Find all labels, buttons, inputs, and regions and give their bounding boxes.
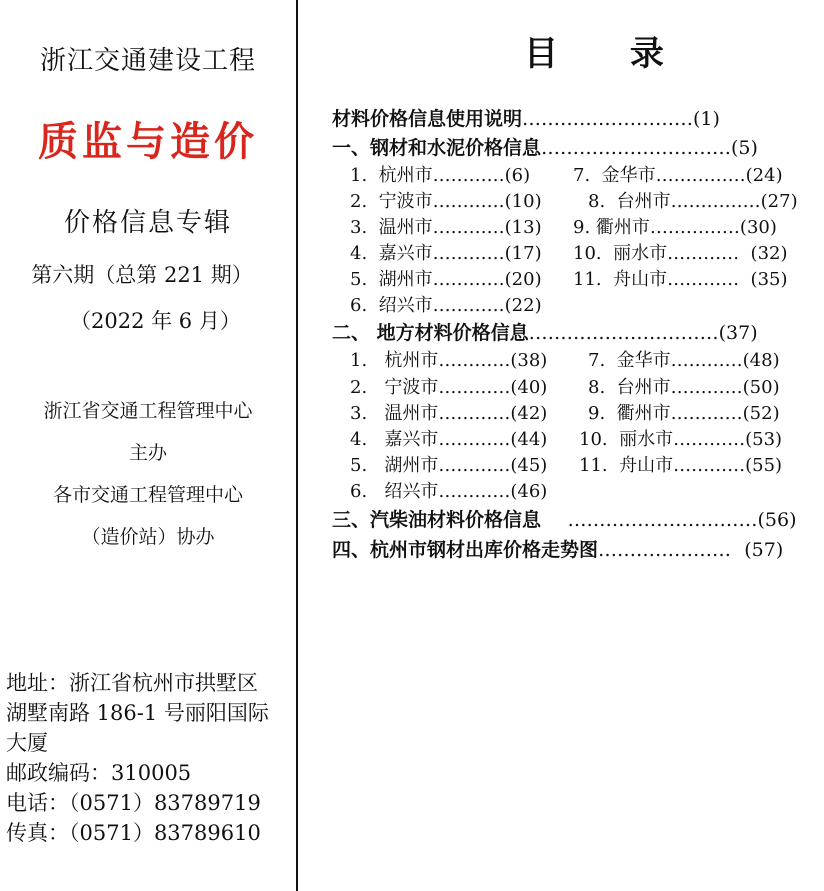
toc-section-steel-cement[interactable] [332,133,758,160]
toc-page-number: (22) [504,295,542,316]
toc-city-entry[interactable] [350,187,542,213]
entry-number: 10. [579,429,608,450]
entry-number: 1. [350,350,368,371]
toc-page-number: (38) [510,350,548,371]
toc-leader-dots: …………… [649,217,740,238]
toc-page-number: (10) [504,191,542,212]
entry-number: 5. [350,455,368,476]
city-name: 湖州市 [384,455,439,476]
toc-city-entry[interactable] [573,265,788,291]
toc-section-title: 四、杭州市钢材出库价格走势图 [332,539,599,561]
postcode: 邮政编码：310005 [6,761,192,785]
edition-name: 价格信息专辑 [63,208,232,238]
city-name: 湖州市 [378,269,433,290]
toc-page-number: (46) [510,481,548,502]
city-name: 金华市 [616,350,671,371]
host-organization: 浙江省交通工程管理中心 [43,400,253,422]
toc-city-entry[interactable] [350,291,542,317]
toc-page-number: (44) [510,429,548,450]
toc-page-number: (27) [760,191,798,212]
city-name: 衢州市 [595,217,650,238]
entry-number: 11. [579,455,608,476]
toc-city-entry[interactable] [588,187,798,213]
toc-leader-dots: ………… [438,481,511,502]
toc-section-title: 一、钢材和水泥价格信息 [332,137,542,159]
toc-page-number: (17) [504,243,542,264]
city-name: 嘉兴市 [384,429,439,450]
toc-page-number: (55) [745,455,783,476]
entry-number: 7. [573,165,591,186]
entry-number: 9. [573,217,591,238]
entry-number: 11. [573,269,602,290]
city-name: 温州市 [384,403,439,424]
toc-city-entry[interactable] [350,161,530,187]
toc-page-number: (45) [510,455,548,476]
toc-leader-dots: ………… [432,217,505,238]
city-name: 衢州市 [616,403,671,424]
toc-city-entry[interactable] [350,373,547,399]
toc-leader-dots: ………… [670,403,743,424]
toc-city-entry[interactable] [588,399,780,425]
toc-leader-dots: ………… [667,243,740,264]
toc-title: 目 录 [524,34,694,74]
city-name: 杭州市 [384,350,439,371]
toc-page-number: (52) [742,403,780,424]
entry-number: 3. [350,403,368,424]
toc-leader-dots: ………… [673,429,746,450]
toc-section-title: 三、汽柴油材料价格信息 [332,509,542,531]
city-name: 温州市 [378,217,433,238]
fax-number: 传真：（0571）83789610 [6,821,261,845]
toc-section-steel-trend[interactable] [332,535,783,562]
city-name: 嘉兴市 [378,243,433,264]
toc-leader-dots: ………………………… [567,509,758,531]
host-label: 主办 [128,442,167,464]
toc-page-number: (35) [750,269,788,290]
city-name: 绍兴市 [378,295,433,316]
toc-leader-dots: ………… [432,191,505,212]
assist-label: （造价站）协办 [81,526,215,548]
city-name: 绍兴市 [384,481,439,502]
brand-title: 质监与造价 [38,118,258,165]
entry-number: 7. [588,350,606,371]
toc-page-number: (20) [504,269,542,290]
phone-number: 电话：（0571）83789719 [6,791,261,815]
city-name: 金华市 [601,165,656,186]
toc-page-number: (48) [742,350,780,371]
table-of-contents [298,0,824,891]
cover-panel [0,0,296,891]
toc-city-entry[interactable] [350,399,547,425]
toc-page-number: (42) [510,403,548,424]
city-name: 宁波市 [378,191,433,212]
entry-number: 4. [350,243,368,264]
toc-page-number: (37) [718,322,758,344]
entry-number: 8. [588,191,606,212]
toc-leader-dots: ………………………… [528,322,719,344]
toc-leader-dots: ………… [432,295,505,316]
journal-title: 浙江交通建设工程 [39,46,256,76]
toc-page-number: (56) [757,509,797,531]
toc-section-title: 二、 地方材料价格信息 [332,322,529,344]
entry-number: 1. [350,165,368,186]
toc-page-number: (6) [504,165,531,186]
toc-leader-dots: ………… [670,377,743,398]
toc-section-fuel[interactable] [332,505,797,532]
toc-leader-dots: ………… [432,165,505,186]
city-name: 台州市 [616,191,671,212]
toc-city-entry[interactable] [350,346,547,372]
toc-city-entry[interactable] [350,477,547,503]
toc-entry-title: 材料价格信息使用说明 [332,108,523,130]
entry-number: 9. [588,403,606,424]
issue-number: 第六期（总第 221 期） [31,263,253,287]
entry-number: 10. [573,243,602,264]
entry-number: 2. [350,377,368,398]
toc-page-number: (5) [731,137,758,159]
toc-leader-dots: ………… [667,269,740,290]
toc-city-entry[interactable] [350,239,542,265]
toc-page-number: (1) [693,108,720,130]
toc-page-number: (50) [742,377,780,398]
toc-leader-dots: ………… [438,350,511,371]
entry-number: 8. [588,377,606,398]
entry-number: 2. [350,191,368,212]
city-name: 丽水市 [619,429,674,450]
city-name: 舟山市 [613,269,668,290]
city-name: 丽水市 [613,243,668,264]
toc-city-entry[interactable] [588,373,780,399]
toc-leader-dots: ………… [432,269,505,290]
toc-city-entry[interactable] [588,346,780,372]
assist-organization: 各市交通工程管理中心 [52,484,243,506]
toc-leader-dots: ………… [438,429,511,450]
address-line: 大厦 [6,731,48,755]
entry-number: 6. [350,481,368,502]
toc-city-entry[interactable] [573,161,783,187]
city-name: 宁波市 [384,377,439,398]
toc-leader-dots: ………… [438,377,511,398]
toc-leader-dots: ………… [670,350,743,371]
toc-city-entry[interactable] [573,213,777,239]
toc-leader-dots: …………… [670,191,761,212]
toc-page-number: (30) [739,217,777,238]
toc-leader-dots: ………… [438,455,511,476]
toc-city-entry[interactable] [350,451,547,477]
toc-section-local-materials[interactable] [332,318,758,345]
city-name: 舟山市 [619,455,674,476]
toc-page-number: (24) [745,165,783,186]
entry-number: 3. [350,217,368,238]
toc-leader-dots: …………… [655,165,746,186]
toc-leader-dots: ………… [432,243,505,264]
entry-number: 4. [350,429,368,450]
toc-city-entry[interactable] [350,213,542,239]
toc-city-entry[interactable] [350,265,542,291]
contact-block [6,668,296,848]
toc-leader-dots: ………………… [598,539,732,561]
toc-page-number: (53) [745,429,783,450]
address-line: 湖墅南路 186-1 号丽阳国际 [6,701,269,725]
toc-city-entry[interactable] [350,425,547,451]
toc-page-number: (32) [750,243,788,264]
entry-number: 6. [350,295,368,316]
toc-leader-dots: ………… [673,455,746,476]
toc-city-entry[interactable] [573,239,788,265]
city-name: 杭州市 [378,165,433,186]
toc-leader-dots: ………… [438,403,511,424]
toc-page-number: (40) [510,377,548,398]
issue-date: （2022 年 6 月） [70,309,241,333]
entry-number: 5. [350,269,368,290]
city-name: 台州市 [616,377,671,398]
address-line: 地址：浙江省杭州市拱墅区 [6,671,258,695]
toc-page-number: (13) [504,217,542,238]
toc-entry-intro[interactable] [332,104,720,131]
toc-city-entry[interactable] [579,425,782,451]
toc-leader-dots: ………………………… [541,137,732,159]
toc-page-number: (57) [744,539,784,561]
toc-city-entry[interactable] [579,451,782,477]
toc-leader-dots: ……………………… [522,108,694,130]
